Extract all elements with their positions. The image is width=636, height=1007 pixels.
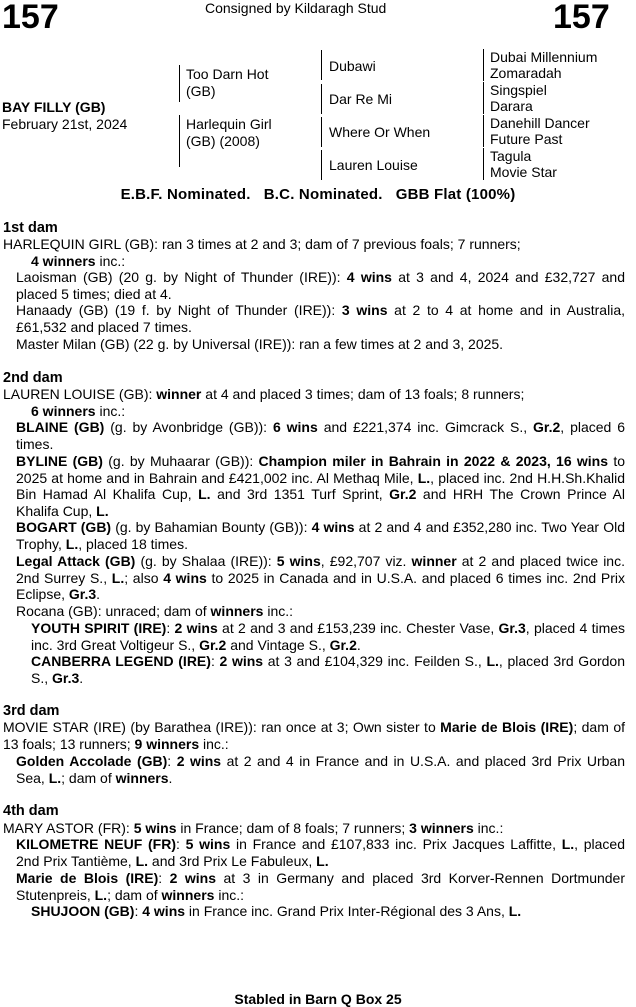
progeny-master-milan: Master Milan (GB) (22 g. by Universal (IRE)): ran a few times at 2 and 3, 2025. bbox=[16, 336, 504, 352]
progeny-rocana: Rocana (GB): unraced; dam of winners inc.: bbox=[16, 603, 294, 619]
progeny-byline: BYLINE (GB) (g. by Muhaarar (GB)): Champion miler in Bahrain in 2022 & 2023, 16 wins to 2025 at home and in Bahrain and £421,002 inc. Al Methaq Mile, L., placed inc. 2nd H.H.Sh.Khalid Bin Hamad Al Khalifa Cup, L. and 3rd 1351 Turf Sprint, Gr.2 and HRH The Crown Prince Al Khalifa Cup, L. bbox=[16, 453, 626, 519]
pedigree-bracket bbox=[483, 82, 484, 114]
pedigree-gen3: Dubai Millennium bbox=[490, 49, 598, 65]
second-dam-heading: 2nd dam bbox=[3, 370, 63, 386]
pedigree-gen3: Singspiel bbox=[490, 82, 547, 98]
pedigree-gen2-sire-sire: Dubawi bbox=[329, 58, 376, 74]
fourth-dam-summary: MARY ASTOR (FR): 5 wins in France; dam of 8 foals; 7 runners; 3 winners inc.: bbox=[3, 820, 504, 836]
pedigree-bracket bbox=[321, 117, 322, 147]
fourth-dam-heading: 4th dam bbox=[3, 803, 59, 819]
third-dam-heading: 3rd dam bbox=[3, 703, 60, 719]
horse-name: BAY FILLY (GB) bbox=[2, 99, 106, 115]
pedigree-gen2-dam-dam: Lauren Louise bbox=[329, 157, 418, 173]
progeny-bogart: BOGART (GB) (g. by Bahamian Bounty (GB)): 4 wins at 2 and 4 and £352,280 inc. Two Year Old Trophy, L., placed 18 times. bbox=[16, 519, 625, 552]
progeny-laoisman: Laoisman (GB) (20 g. by Night of Thunder (IRE)): 4 wins at 3 and 4, 2024 and £32,727 and placed 5 times; died at 4. bbox=[16, 269, 625, 302]
progeny-shujoon: SHUJOON (GB): 4 wins in France inc. Grand Prix Inter-Régional des 3 Ans, L. bbox=[31, 903, 522, 919]
progeny-canberra-legend: CANBERRA LEGEND (IRE): 2 wins at 3 and £104,329 inc. Feilden S., L., placed 3rd Gordon S., Gr.3. bbox=[31, 653, 626, 686]
pedigree-gen3: Tagula bbox=[490, 148, 532, 164]
pedigree-bracket bbox=[321, 150, 322, 180]
stabling-info: Stabled in Barn Q Box 25 bbox=[234, 991, 402, 1007]
progeny-legal-attack: Legal Attack (GB) (g. by Shalaa (IRE)): 5 wins, £92,707 viz. winner at 2 and placed twice inc. 2nd Surrey S., L.; also 4 wins to 2025 in Canada and in U.S.A. and placed 6 times inc. 2nd Prix Eclipse, Gr.3. bbox=[16, 553, 625, 602]
first-dam-summary: HARLEQUIN GIRL (GB): ran 3 times at 2 and 3; dam of 7 previous foals; 7 runners; 4 winners inc.: bbox=[3, 236, 521, 269]
pedigree-gen2-sire-dam: Dar Re Mi bbox=[329, 91, 393, 107]
pedigree-bracket bbox=[483, 148, 484, 180]
pedigree-gen3: Zomaradah bbox=[490, 65, 562, 81]
pedigree-gen3: Darara bbox=[490, 98, 533, 114]
lot-number-left: 157 bbox=[2, 0, 59, 36]
first-dam-heading: 1st dam bbox=[3, 220, 58, 236]
pedigree-gen2-dam-sire: Where Or When bbox=[329, 124, 431, 140]
lot-number-right: 157 bbox=[553, 0, 610, 36]
progeny-golden-accolade: Golden Accolade (GB): 2 wins at 2 and 4 in France and in U.S.A. and placed 3rd Prix Urban Sea, L.; dam of winners. bbox=[16, 753, 625, 786]
third-dam-summary: MOVIE STAR (IRE) (by Barathea (IRE)): ran once at 3; Own sister to Marie de Blois (IRE); dam of 13 foals; 13 runners; 9 winners inc.: bbox=[3, 719, 625, 752]
progeny-blaine: BLAINE (GB) (g. by Avonbridge (GB)): 6 wins and £221,374 inc. Gimcrack S., Gr.2, placed 6 times. bbox=[16, 419, 626, 452]
pedigree-bracket bbox=[179, 65, 180, 102]
pedigree-bracket bbox=[321, 50, 322, 80]
pedigree-bracket bbox=[483, 49, 484, 81]
progeny-youth-spirit: YOUTH SPIRIT (IRE): 2 wins at 2 and 3 and £153,239 inc. Chester Vase, Gr.3, placed 4 times inc. 3rd Great Voltigeur S., Gr.2 and Vintage S., Gr.2. bbox=[31, 620, 626, 653]
horse-foaled: February 21st, 2024 bbox=[2, 116, 128, 132]
pedigree-dam: Harlequin Girl (GB) (2008) bbox=[186, 116, 272, 149]
pedigree-bracket bbox=[321, 84, 322, 114]
pedigree-bracket bbox=[483, 115, 484, 147]
pedigree-sire: Too Darn Hot (GB) bbox=[186, 66, 269, 99]
consignor: Consigned by Kildaragh Stud bbox=[205, 0, 387, 16]
progeny-marie-de-blois: Marie de Blois (IRE): 2 wins at 3 in Germany and placed 3rd Korver-Rennen Dortmunder Stutenpreis, L.; dam of winners inc.: bbox=[16, 870, 625, 903]
pedigree-gen3: Danehill Dancer bbox=[490, 115, 590, 131]
pedigree-bracket bbox=[179, 115, 180, 167]
pedigree-gen3: Future Past bbox=[490, 131, 563, 147]
second-dam-summary: LAUREN LOUISE (GB): winner at 4 and placed 3 times; dam of 13 foals; 8 runners; 6 winners inc.: bbox=[3, 386, 525, 419]
pedigree-gen3: Movie Star bbox=[490, 164, 557, 180]
progeny-kilometre-neuf: KILOMETRE NEUF (FR): 5 wins in France and £107,833 inc. Prix Jacques Laffitte, L., placed 2nd Prix Tantième, L. and 3rd Prix Le Fabuleux, L. bbox=[16, 836, 626, 869]
progeny-hanaady: Hanaady (GB) (19 f. by Night of Thunder (IRE)): 3 wins at 2 to 4 at home and in Australia, £61,532 and placed 7 times. bbox=[16, 302, 625, 335]
nominations: E.B.F. Nominated. B.C. Nominated. GBB Flat (100%) bbox=[120, 186, 516, 203]
